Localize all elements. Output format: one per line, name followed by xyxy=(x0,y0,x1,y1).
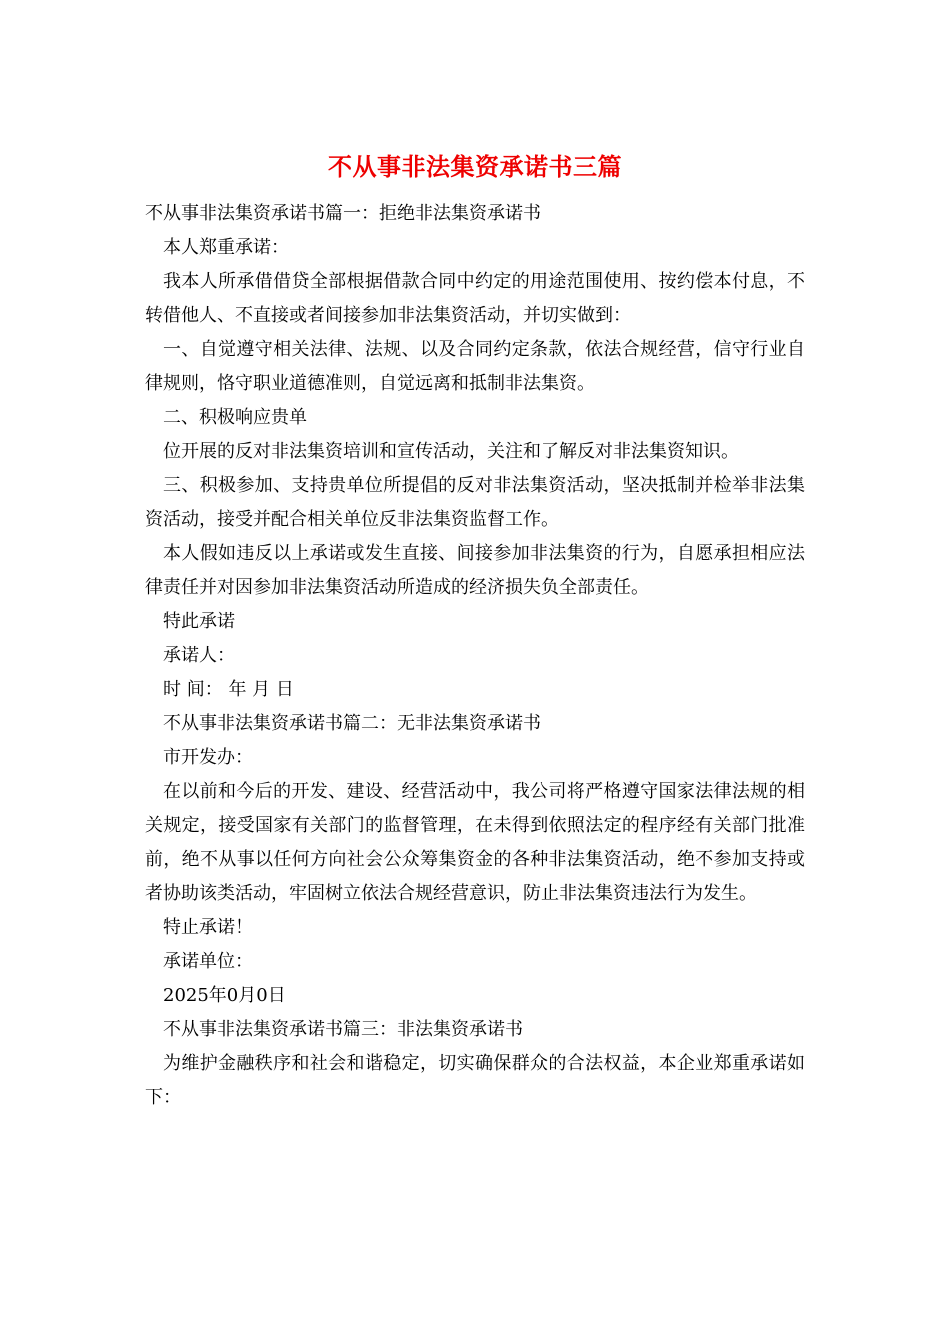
paragraph: 市开发办： xyxy=(163,747,253,768)
paragraph: 我本人所承借借贷全部根据借款合同中约定的用途范围使用、按约偿本付息，不转借他人、不直接或者间接参加非法集资活动，并切实做到： xyxy=(145,271,805,326)
paragraph: 特止承诺！ xyxy=(163,917,253,938)
paragraph: 承诺单位： xyxy=(163,951,253,972)
document-title: 不从事非法集资承诺书三篇 xyxy=(328,152,622,181)
paragraph: 二、积极响应贵单 xyxy=(163,407,307,428)
paragraph: 时 间： 年 月 日 xyxy=(163,679,294,700)
paragraph: 本人郑重承诺： xyxy=(163,237,289,258)
paragraph: 特此承诺 xyxy=(163,611,235,632)
paragraph: 承诺人： xyxy=(163,645,235,666)
paragraph: 在以前和今后的开发、建设、经营活动中，我公司将严格遵守国家法律法规的相关规定，接受国家有关部门的监督管理，在未得到依照法定的程序经有关部门批准前，绝不从事以任何方向社会公众筹集资金的各种非法集资活动，绝不参加支持或者协助该类活动，牢固树立依法合规经营意识，防止非法集资违法行为发生。 xyxy=(145,781,805,904)
paragraph: 不从事非法集资承诺书篇二：无非法集资承诺书 xyxy=(163,713,541,734)
document-body xyxy=(145,197,805,1115)
paragraph: 2025年0月0日 xyxy=(163,985,286,1006)
paragraph: 三、积极参加、支持贵单位所提倡的反对非法集资活动，坚决抵制并检举非法集资活动，接受并配合相关单位反非法集资监督工作。 xyxy=(145,475,805,530)
paragraph: 不从事非法集资承诺书篇一：拒绝非法集资承诺书 xyxy=(145,203,541,224)
paragraph: 不从事非法集资承诺书篇三：非法集资承诺书 xyxy=(163,1019,523,1040)
paragraph: 位开展的反对非法集资培训和宣传活动，关注和了解反对非法集资知识。 xyxy=(163,441,739,462)
paragraph: 本人假如违反以上承诺或发生直接、间接参加非法集资的行为，自愿承担相应法律责任并对因参加非法集资活动所造成的经济损失负全部责任。 xyxy=(145,543,805,598)
paragraph: 为维护金融秩序和社会和谐稳定，切实确保群众的合法权益，本企业郑重承诺如下： xyxy=(145,1053,805,1108)
paragraph: 一、自觉遵守相关法律、法规、以及合同约定条款，依法合规经营，信守行业自律规则，恪守职业道德准则，自觉远离和抵制非法集资。 xyxy=(145,339,805,394)
